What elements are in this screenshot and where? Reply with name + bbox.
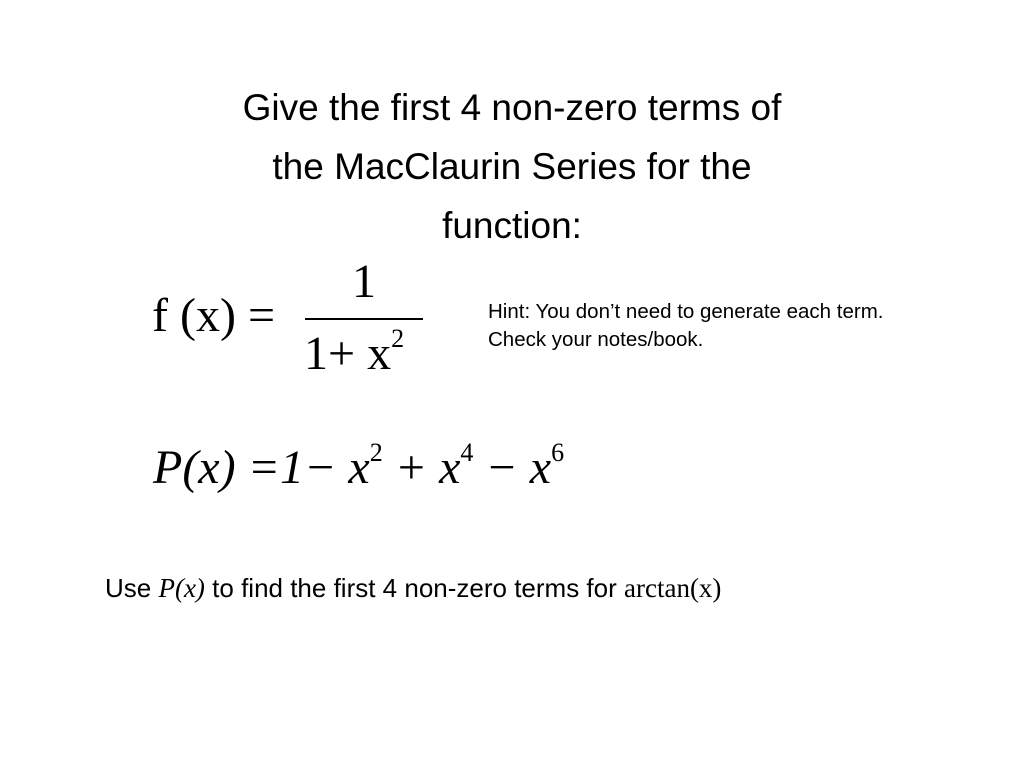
denominator-exponent: 2 [391, 324, 405, 353]
polynomial-exponent-2: 4 [460, 438, 474, 467]
denominator-base: 1+ x [304, 327, 392, 380]
slide-title [112, 78, 912, 255]
fraction-denominator [304, 324, 405, 380]
function-lhs: f (x) = [152, 289, 276, 342]
instruction-prefix: Use [105, 573, 159, 603]
polynomial-expression [153, 438, 565, 494]
title-line-1: Give the first 4 non-zero terms of [242, 87, 782, 128]
hint-text: Hint: You don’t need to generate each term. Check your notes/book. [488, 300, 884, 351]
polynomial-term-2: + x [382, 441, 461, 494]
fraction-numerator: 1 [352, 255, 376, 308]
polynomial-term-3: − x [473, 441, 552, 494]
instruction-line [105, 573, 721, 604]
title-line-3: function: [442, 205, 582, 246]
polynomial-lhs: P(x) =1− x [153, 441, 370, 494]
polynomial-exponent-3: 6 [551, 438, 565, 467]
instruction-middle: to find the first 4 non-zero terms for [204, 573, 624, 603]
instruction-px [158, 573, 204, 603]
instruction-px-text: P(x) [158, 573, 205, 603]
fraction-bar [305, 318, 423, 320]
instruction-target: arctan(x) [624, 573, 722, 603]
polynomial-exponent-1: 2 [369, 438, 383, 467]
title-line-2: the MacClaurin Series for the [272, 146, 752, 187]
